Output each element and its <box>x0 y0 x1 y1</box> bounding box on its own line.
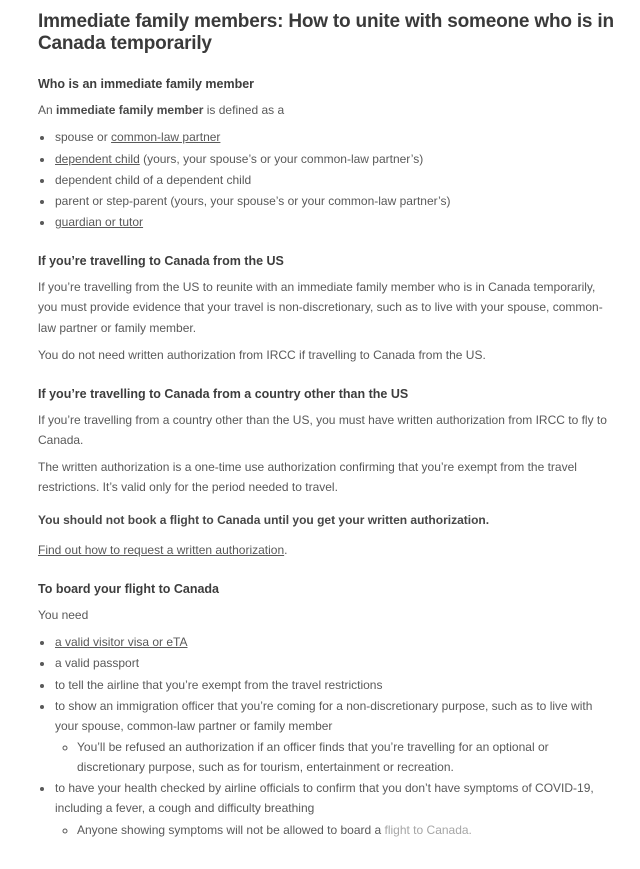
request-written-authorization-link[interactable]: Find out how to request a written authorization <box>38 542 285 557</box>
other-country-section-heading: If you’re travelling to Canada from a country other than the US <box>38 386 409 401</box>
who-intro-post: is defined as a <box>203 103 285 118</box>
board-flight-requirements-list <box>38 632 614 840</box>
list-item-immigration-officer <box>54 696 614 778</box>
who-intro-pre: An <box>38 103 57 118</box>
request-authorization-paragraph <box>38 540 614 560</box>
officer-sub-list <box>55 737 614 777</box>
who-intro-paragraph <box>38 100 614 120</box>
health-check-text: to have your health checked by airline officials to confirm that you don’t have symptoms of COVID-19, including a fever, a cough and difficulty breathing <box>55 781 594 816</box>
other-country-paragraph-1: If you’re travelling from a country other than the US, you must have written authorization from IRCC to fly to Canada. <box>38 413 607 448</box>
sub-item-refused-authorization <box>77 737 614 777</box>
sub-item-symptoms-no-boarding <box>77 820 614 840</box>
airline-exempt-text: to tell the airline that you’re exempt from the travel restrictions <box>55 677 383 692</box>
list-item-spouse <box>54 127 614 147</box>
who-section-heading: Who is an immediate family member <box>38 77 255 92</box>
board-flight-intro: You need <box>38 608 89 623</box>
section-travelling-from-other-country <box>38 385 614 560</box>
immigration-officer-text: to show an immigration officer that you’re coming for a non-discretionary purpose, such as to live with your spouse, common-law partner or family member <box>55 698 593 733</box>
list-item-health-check <box>54 778 614 839</box>
from-us-paragraph-2: You do not need written authorization from IRCC if travelling to Canada from the US. <box>38 347 486 362</box>
section-travelling-from-us <box>38 252 614 365</box>
other-country-paragraph-2: The written authorization is a one-time use authorization confirming that you’re exempt from the travel restrictions. It’s valid only for the period needed to travel. <box>38 460 577 495</box>
passport-text: a valid passport <box>55 656 140 671</box>
list-item-dependent-child <box>54 149 614 169</box>
from-us-section-heading: If you’re travelling to Canada from the US <box>38 254 284 269</box>
grandchild-text: dependent child of a dependent child <box>55 172 252 187</box>
from-us-paragraph-1: If you’re travelling from the US to reunite with an immediate family member who is in Canada temporarily, you must provide evidence that your travel is non-discretionary, such as to live with your spouse, common-law partner or family member. <box>38 280 603 335</box>
list-item-airline-exempt <box>54 675 614 695</box>
request-link-period: . <box>284 542 288 557</box>
parent-text: parent or step-parent (yours, your spouse’s or your common-law partner’s) <box>55 193 451 208</box>
dependent-child-text: (yours, your spouse’s or your common-law partner’s) <box>139 151 424 166</box>
section-who-is-immediate-family <box>38 75 614 232</box>
list-item-grandchild <box>54 170 614 190</box>
list-item-guardian <box>54 212 614 232</box>
article-content <box>38 11 614 840</box>
list-item-parent <box>54 191 614 211</box>
symptoms-no-boarding-faded-text: flight to Canada. <box>384 822 472 837</box>
guardian-tutor-link[interactable]: guardian or tutor <box>55 214 144 229</box>
board-flight-section-heading: To board your flight to Canada <box>38 581 220 596</box>
list-item-passport <box>54 653 614 673</box>
common-law-partner-link[interactable]: common-law partner <box>111 130 221 145</box>
dependent-child-link[interactable]: dependent child <box>55 151 140 166</box>
page-title: Immediate family members: How to unite with someone who is in Canada temporarily <box>38 11 614 55</box>
list-item-visa <box>54 632 614 652</box>
spouse-text: spouse or <box>55 130 112 145</box>
who-intro-bold-term: immediate family member <box>56 103 204 118</box>
section-board-flight <box>38 580 614 840</box>
no-booking-warning: You should not book a flight to Canada until you get your written authorization. <box>38 512 490 527</box>
immediate-family-list <box>38 127 614 232</box>
symptoms-no-boarding-text: Anyone showing symptoms will not be allowed to board a <box>77 822 385 837</box>
refused-authorization-text: You’ll be refused an authorization if an officer finds that you’re travelling for an optional or discretionary purpose, such as for tourism, entertainment or recreation. <box>77 740 549 775</box>
visitor-visa-eta-link[interactable]: a valid visitor visa or eTA <box>55 635 188 650</box>
health-sub-list <box>55 820 614 840</box>
